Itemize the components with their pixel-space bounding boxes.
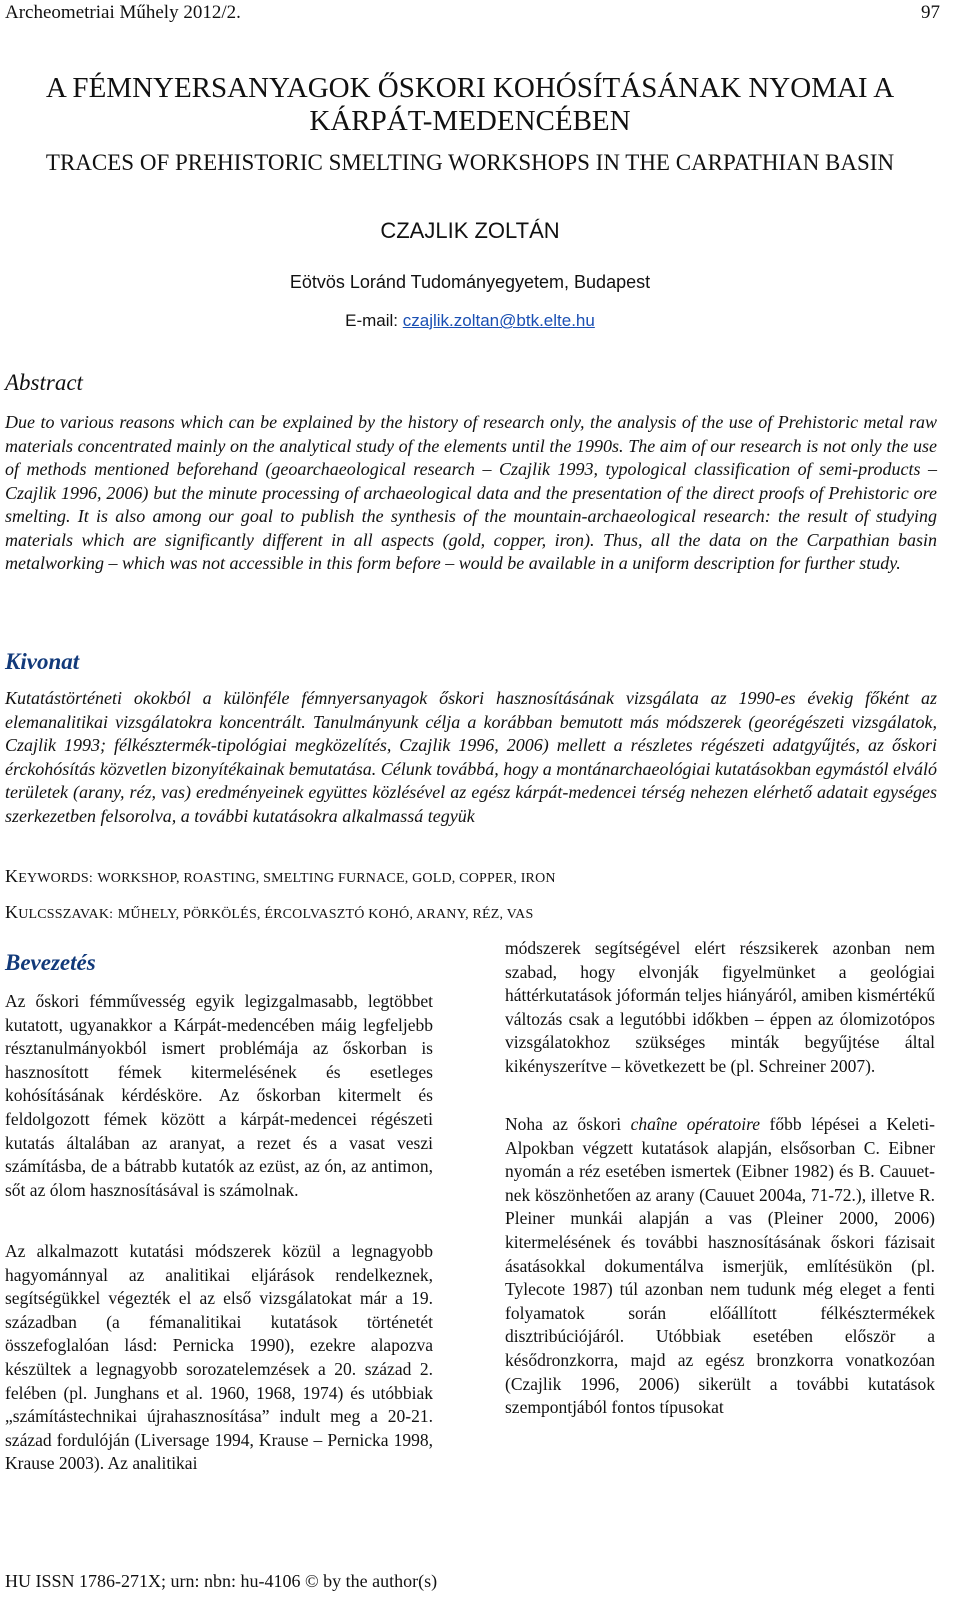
keywords-label-initial: K [5,866,19,886]
author-affiliation: Eötvös Loránd Tudományegyetem, Budapest [289,272,651,292]
keywords-items: WORKSHOP, ROASTING, SMELTING FURNACE, GOLD, COPPER, IRON [97,871,556,886]
bevezetes-heading: Bevezetés [5,950,96,975]
abstract-text: Due to various reasons which can be explained by the history of research only, the analysis of the use of Prehistoric metal raw materials concentrated mainly on the analytical study of the elements until the 1990s. The aim of our research is not only the use of methods mentioned beforehand (geoarchaeological research – Czajlik 1993, typological classification of semi-products – Czajlik 1996, 2006) but the minute processing of archaeological data and the presentation of the direct proofs of Prehistoric ore smelting. It is also among our goal to publish the synthesis of the mountain-archaeological research: the result of studying materials which are significantly different in all aspects (gold, copper, iron). Thus, all the data on the Carpathian basin metalworking – which was not accessible in this form before – would be available in a uniform description for further study. [5,412,937,573]
keywords-label-rest: EYWORDS: [18,871,93,886]
bevezetes-left-paragraph-1: Az őskori fémművesség egyik legizgalmasabb, legtöbbet kutatott, ugyanakkor a Kárpát-medencében máig legfeljebb résztanulmányokból ismert problémája az őskorban is hasznosított fémek kitermelésének és esetleges kohósításának kérdésköre. Az őskorban kitermelt és feldolgozott fémek között a kárpát-medencei régészeti kutatás általában az aranyat, a rezet és a vasat veszi számításba, de a bátrabb kutatók az ezüst, az ón, az antimon, sőt az ólom hasznosításával is számolnak. [5,991,433,1200]
title-hungarian: A FÉMNYERSANYAGOK ŐSKORI KOHÓSÍTÁSÁNAK NYOMAI A KÁRPÁT-MEDENCÉBEN [45,72,895,137]
email-link[interactable]: czajlik.zoltan@btk.elte.hu [402,311,595,330]
author-email-line [0,311,940,331]
kivonat-heading: Kivonat [5,649,80,674]
journal-header: Archeometriai Műhely 2012/2. [5,2,241,23]
footer-issn: HU ISSN 1786-271X; urn: nbn: hu-4106 © by the author(s) [5,1571,438,1591]
email-label: E-mail: [345,311,403,330]
kulcsszavak-label-initial: K [5,902,19,922]
kulcsszavak-items: MŰHELY, PÖRKÖLÉS, ÉRCOLVASZTÓ KOHÓ, ARANY, RÉZ, VAS [117,907,534,922]
kulcsszavak-label-rest: ULCSSZAVAK: [18,907,114,922]
right-p2-rest: főbb lépései a Keleti-Alpokban végzett kutatások alapján, elsősorban C. Eibner nyomán a réz esetében ismertek (Eibner 1982) és B. Cauuet-nek köszönhetően az arany (Cauuet 2004a, 71-72.), illetve R. Pleiner munkái alapján a vas (Pleiner 2000, 2006) kitermelésének és további hasznosításának őskori fázisait ásatásokkal dokumentálva ismerjük, említésükön (pl. Tylecote 1987) túl azonban nem tudunk még eleget a fenti folyamatok során előállított félkésztermékek disztribúciójáról. Utóbbiak esetében először a késődronzkorra, majd az egész bronzkorra vonatkozóan (Czajlik 1996, 2006) sikerült a további kutatások szempontjából fontos típusokat [505,1114,935,1418]
author-name: CZAJLIK ZOLTÁN [380,218,560,243]
title-english: TRACES OF PREHISTORIC SMELTING WORKSHOPS IN THE CARPATHIAN BASIN [45,150,895,175]
right-p2-italic-term: chaîne opératoire [630,1114,761,1134]
kivonat-text: Kutatástörténeti okokból a különféle fémnyersanyagok őskori hasznosításának vizsgálata az 1990-es évekig főként az elemanalitikai vizsgálatokra koncentrált. Tanulmányunk célja a korábban bemutott más módszerek (georégészeti vizsgálatok, Czajlik 1993; félkésztermék-tipológiai megközelítés, Czajlik 1996, 2006) mellett a részletes régészeti adatgyűjtés, az őskori érckohósítás közvetlen bizonyítékainak bemutatása. Célunk továbbá, hogy a montánarchaeológiai kutatásokban egymástól elváló területek (arany, réz, vas) eredményeinek együttes közlésével az egész kárpát-medencei térség nehezen elérhető adatait egységes szerkezetben felsorolva, a további kutatásokra alkalmassá tegyük [5,688,937,826]
kulcsszavak-line [5,902,533,923]
bevezetes-left-paragraph-2: Az alkalmazott kutatási módszerek közül a legnagyobb hagyománnyal az analitikai eljárások rendelkeznek, segítségükkel végezték el az első vizsgálatokat már a 19. században (a fémanalitikai kutatások történetét összefoglalóan lásd: Pernicka 1990), ezekre alapozva készültek a legnagyobb sorozatelemzések a 20. század 2. felében (pl. Junghans et al. 1960, 1968, 1974) és utóbbiak „számítástechnikai újrahasznosítása” indult meg a 20-21. század fordulóján (Liversage 1994, Krause – Pernicka 1998, Krause 2003). Az analitikai [5,1241,433,1474]
bevezetes-right-paragraph-1: módszerek segítségével elért részsikerek azonban nem szabad, hogy elvonják figyelmünket a geológiai háttérkutatások jóformán teljes hiányáról, amiben kismértékű változás csak a legutóbbi időkben – éppen az ólomizotópos vizsgálatokhoz szükséges minták begyűjtése által kikényszerítve – következett be (pl. Schreiner 2007). [505,938,935,1076]
keywords-line [5,866,556,887]
page-number: 97 [921,2,940,23]
bevezetes-right-paragraph-2 [505,1113,935,1420]
right-p2-start: Noha az őskori [505,1114,631,1134]
abstract-heading: Abstract [5,370,83,395]
